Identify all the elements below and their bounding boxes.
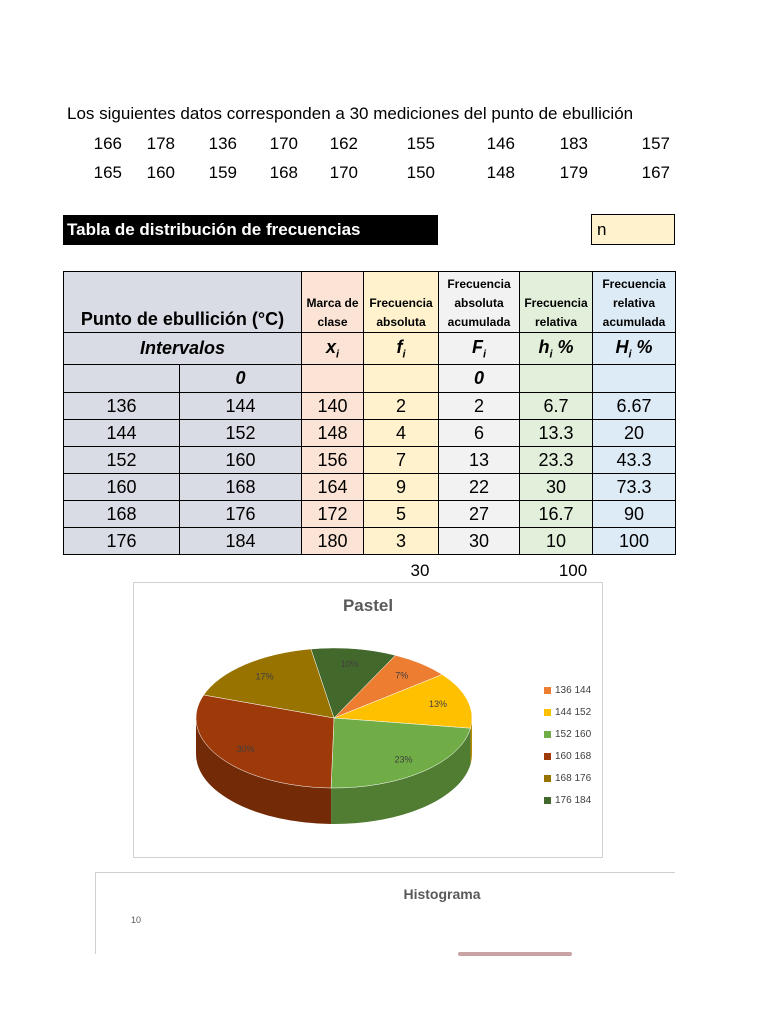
raw-value: 160	[146, 163, 175, 182]
cell-H: 43.3	[593, 447, 676, 474]
legend-item	[544, 745, 591, 767]
cell-a: 136	[64, 393, 180, 420]
pie-data-label: 30%	[236, 744, 255, 755]
cell-H: 73.3	[593, 474, 676, 501]
header-marca: Marca de clase	[302, 272, 364, 333]
cell-b: 168	[180, 474, 302, 501]
table-title: Tabla de distribución de frecuencias	[63, 215, 438, 245]
pie-svg	[134, 583, 604, 859]
cell-x: 156	[302, 447, 364, 474]
symbol-f: $f_i$	[364, 333, 439, 365]
total-h: 100	[558, 561, 588, 580]
symbol-F: $F_i$	[439, 333, 520, 365]
zero-b: 0	[180, 365, 302, 393]
cell-a: 176	[64, 528, 180, 555]
raw-value: 157	[641, 134, 670, 153]
cell-b: 184	[180, 528, 302, 555]
cell-F: 22	[439, 474, 520, 501]
legend-label: 144 152	[555, 706, 592, 718]
cell-f: 3	[364, 528, 439, 555]
cell-x: 172	[302, 501, 364, 528]
symbol-H: $H_i$ %	[593, 333, 676, 365]
pie-title: Pastel	[342, 596, 394, 615]
cell-h: 13.3	[520, 420, 593, 447]
legend-item	[544, 679, 591, 701]
cell-f: 5	[364, 501, 439, 528]
cell-x: 164	[302, 474, 364, 501]
symbol-intervalos: Intervalos	[64, 333, 302, 365]
raw-value: 183	[559, 134, 588, 153]
pie-data-label: 17%	[255, 671, 274, 682]
cell-H: 90	[593, 501, 676, 528]
symbol-x: $x_i$	[302, 333, 364, 365]
raw-value: 162	[329, 134, 358, 153]
header-punto: Punto de ebullición (°C)	[64, 272, 302, 333]
legend-label: 136 144	[555, 684, 592, 696]
zero-a	[64, 365, 180, 393]
cell-b: 152	[180, 420, 302, 447]
legend-swatch	[544, 753, 551, 760]
total-f: 30	[410, 561, 430, 580]
histogram-chart	[95, 872, 675, 954]
legend-label: 152 160	[555, 728, 592, 740]
cell-b: 160	[180, 447, 302, 474]
cell-H: 20	[593, 420, 676, 447]
raw-value: 165	[93, 163, 122, 182]
cell-a: 160	[64, 474, 180, 501]
cell-f: 2	[364, 393, 439, 420]
cell-b: 144	[180, 393, 302, 420]
cell-a: 144	[64, 420, 180, 447]
table-row	[64, 474, 676, 501]
raw-value: 136	[208, 134, 237, 153]
cell-h: 10	[520, 528, 593, 555]
cell-h: 30	[520, 474, 593, 501]
cell-f: 4	[364, 420, 439, 447]
legend-swatch	[544, 731, 551, 738]
symbol-h: $h_i$ %	[520, 333, 593, 365]
cell-F: 13	[439, 447, 520, 474]
header-facum: Frecuencia absoluta acumulada	[439, 272, 520, 333]
raw-value: 159	[208, 163, 237, 182]
histogram-bar-top	[458, 952, 572, 956]
legend-item	[544, 701, 591, 723]
header-fabs: Frecuencia absoluta	[364, 272, 439, 333]
legend-label: 176 184	[555, 794, 592, 806]
histogram-title: Histograma	[403, 886, 481, 902]
raw-value: 146	[486, 134, 515, 153]
table-row	[64, 420, 676, 447]
raw-value: 178	[146, 134, 175, 153]
legend-swatch	[544, 687, 551, 694]
pie-legend	[544, 679, 591, 811]
raw-value: 170	[269, 134, 298, 153]
raw-value: 155	[406, 134, 435, 153]
table-row	[64, 528, 676, 555]
n-cell[interactable]: n	[591, 214, 675, 245]
raw-value: 168	[269, 163, 298, 182]
cell-a: 152	[64, 447, 180, 474]
legend-item	[544, 723, 591, 745]
table-row	[64, 393, 676, 420]
raw-value: 179	[559, 163, 588, 182]
pie-data-label: 13%	[428, 698, 447, 709]
cell-b: 176	[180, 501, 302, 528]
cell-a: 168	[64, 501, 180, 528]
pie-data-label: 10%	[340, 658, 359, 669]
header-frel: Frecuencia relativa	[520, 272, 593, 333]
pie-chart	[133, 582, 603, 858]
frequency-table	[63, 271, 676, 555]
cell-h: 23.3	[520, 447, 593, 474]
cell-x: 180	[302, 528, 364, 555]
pie-data-label: 23%	[394, 754, 413, 765]
header-frelacum: Frecuencia relativa acumulada	[593, 272, 676, 333]
legend-label: 160 168	[555, 750, 592, 762]
cell-H: 6.67	[593, 393, 676, 420]
raw-value: 166	[93, 134, 122, 153]
cell-h: 16.7	[520, 501, 593, 528]
legend-label: 168 176	[555, 772, 592, 784]
cell-x: 140	[302, 393, 364, 420]
raw-value: 150	[406, 163, 435, 182]
pie-data-label: 7%	[395, 670, 409, 681]
cell-F: 2	[439, 393, 520, 420]
cell-h: 6.7	[520, 393, 593, 420]
legend-item	[544, 767, 591, 789]
cell-F: 6	[439, 420, 520, 447]
zero-F: 0	[439, 365, 520, 393]
histogram-y-tick: 10	[131, 915, 142, 925]
legend-item	[544, 789, 591, 811]
raw-value: 170	[329, 163, 358, 182]
legend-swatch	[544, 797, 551, 804]
table-row	[64, 447, 676, 474]
cell-F: 30	[439, 528, 520, 555]
cell-f: 9	[364, 474, 439, 501]
cell-F: 27	[439, 501, 520, 528]
cell-x: 148	[302, 420, 364, 447]
intro-text: Los siguientes datos corresponden a 30 mediciones del punto de ebullición	[67, 104, 634, 123]
legend-swatch	[544, 709, 551, 716]
table-row	[64, 501, 676, 528]
legend-swatch	[544, 775, 551, 782]
raw-value: 148	[486, 163, 515, 182]
cell-H: 100	[593, 528, 676, 555]
cell-f: 7	[364, 447, 439, 474]
raw-value: 167	[641, 163, 670, 182]
